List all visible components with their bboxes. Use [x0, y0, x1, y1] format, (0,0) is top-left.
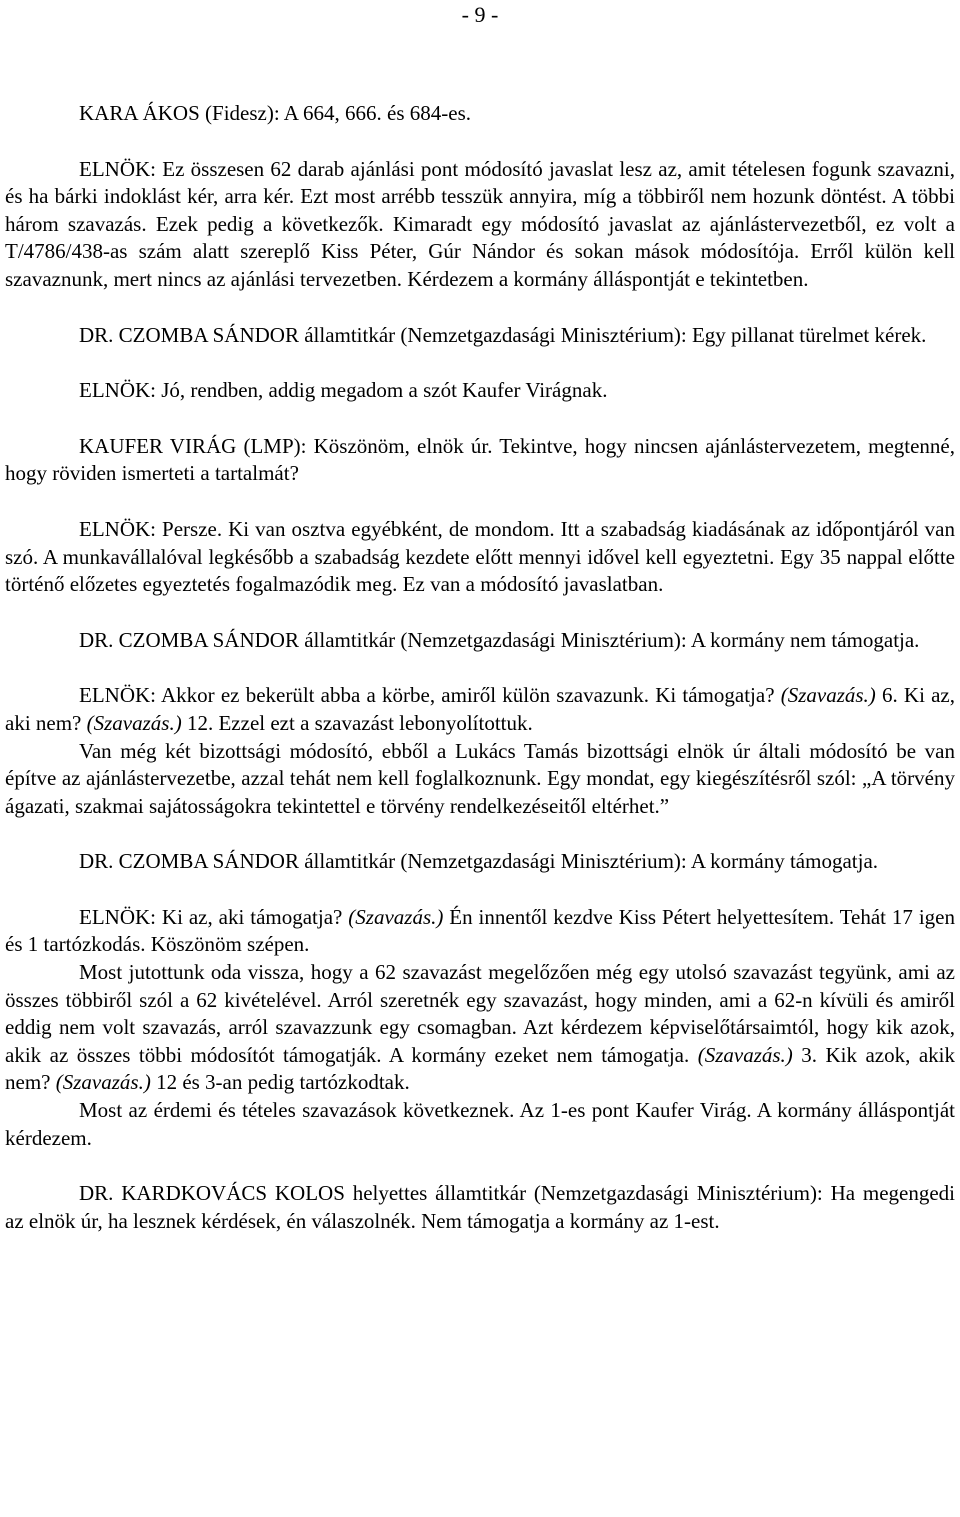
paragraph-kara-akos: [5, 100, 955, 128]
page-number: - 9 -: [461, 2, 499, 27]
paragraph-kardkovacs: [5, 1180, 955, 1235]
paragraph-bizottsagi-modosito: [5, 738, 955, 821]
paragraph-text: ELNÖK: Jó, rendben, addig megadom a szót Kaufer Virágnak.: [79, 378, 608, 403]
paragraph-text: 6. Ki az, aki nem?: [5, 683, 955, 735]
paragraph-elnok-szabadsag: [5, 516, 955, 599]
paragraph-elnok-szavazas: [5, 682, 955, 737]
vote-annotation: (Szavazás.): [697, 1042, 793, 1067]
paragraph-elnok-helyettesites: [5, 904, 955, 959]
paragraph-text: ELNÖK: Ez összesen 62 darab ajánlási pont módosító javaslat lesz az, amit tételesen fogunk szavazni, és ha bárki indoklást kér, arra kér. Ezt most arrébb tesszük annyira, míg a többiről nem hozunk döntést. A többi három szavazás. Ezek pedig a következők. Kimaradt egy módosító javaslat az ajánlástervezetből, ez volt a T/4786/438-as szám alatt szereplő Kiss Péter, Gúr Nándor és sokan mások módosítója. Erről külön kell szavaznunk, mert nincs az ajánlási tervezetben. Kérdezem a kormány álláspontját e tekintetben.: [5, 156, 955, 291]
paragraph-text: Most az érdemi és tételes szavazások következnek. Az 1-es pont Kaufer Virág. A kormány álláspontját kérdezem.: [5, 1098, 955, 1150]
paragraph-text: Most jutottunk oda vissza, hogy a 62 szavazást megelőzően még egy utolsó szavazást tegyünk, ami az összes többiről szól a 62 kivételével. Arról szeretnék egy szavazást, hogy minden, ami a 62-n kívüli és amiről eddig nem volt szavazás, arról szavazzunk egy csomagban. Azt kérdezem képviselőtársaimtól, hogy kik azok, akik az összes többi módosítót támogatják. A kormány ezeket nem támogatja.: [5, 960, 955, 1067]
paragraph-elnok-ajanlasi-pontok: [5, 156, 955, 294]
paragraph-text: 3. Kik azok, akik nem?: [5, 1042, 955, 1095]
paragraph-text: KARA ÁKOS (Fidesz): A 664, 666. és 684-es.: [79, 101, 471, 125]
paragraph-csomag-szavazas: [5, 959, 955, 1097]
vote-annotation: (Szavazás.): [780, 683, 876, 708]
paragraph-elnok-kaufer-szo: [5, 377, 955, 405]
paragraph-czomba-tamogatja: [5, 848, 955, 876]
paragraph-text: DR. CZOMBA SÁNDOR államtitkár (Nemzetgazdasági Minisztérium): Egy pillanat türelmet kérek.: [79, 322, 927, 347]
paragraph-text: ELNÖK: Akkor ez bekerült abba a körbe, amiről külön szavazunk. Ki támogatja?: [79, 683, 781, 708]
paragraph-text: DR. CZOMBA SÁNDOR államtitkár (Nemzetgazdasági Minisztérium): A kormány támogatja.: [79, 849, 879, 874]
vote-annotation: (Szavazás.): [348, 904, 444, 929]
vote-annotation: (Szavazás.): [86, 710, 182, 735]
paragraph-text: ELNÖK: Persze. Ki van osztva egyébként, de mondom. Itt a szabadság kiadásának az időpontjáról van szó. A munkavállalóval legkésőbb a szabadság kezdete előtt mennyi idővel kell egyeztetni. Egy 35 nappal előtte történő előzetes egyeztetés fogalmazódik meg. Ez van a módosító javaslatban.: [5, 516, 955, 597]
paragraph-text: KAUFER VIRÁG (LMP): Köszönöm, elnök úr. Tekintve, hogy nincsen ajánlástervezetem, megtenné, hogy röviden ismerteti a tartalmát?: [5, 433, 955, 486]
paragraph-erdemi-szavazasok: [5, 1097, 955, 1152]
paragraph-text: Van még két bizottsági módosító, ebből a Lukács Tamás bizottsági elnök úr általi módosító be van építve az ajánlástervezetbe, azzal tehát nem kell foglalkoznunk. Egy mondat, egy kiegészítésről szól: „A törvény ágazati, szakmai sajátosságokra tekintettel e törvény rendelkezéseitől eltérhet.”: [5, 738, 955, 818]
paragraph-kaufer-kerdes: [5, 433, 955, 488]
paragraph-czomba-nem-tamogatja: [5, 627, 955, 655]
paragraph-text: ELNÖK: Ki az, aki támogatja?: [79, 904, 349, 929]
paragraph-czomba-pillanat: [5, 322, 955, 350]
vote-annotation: (Szavazás.): [55, 1070, 151, 1095]
paragraph-text: 12 és 3-an pedig tartózkodtak.: [150, 1070, 410, 1095]
paragraph-text: DR. CZOMBA SÁNDOR államtitkár (Nemzetgazdasági Minisztérium): A kormány nem támogatja.: [79, 627, 920, 652]
paragraph-text: DR. KARDKOVÁCS KOLOS helyettes államtitkár (Nemzetgazdasági Minisztérium): Ha megengedi az elnök úr, ha lesznek kérdések, én válaszolnék. Nem támogatja a kormány az 1-est.: [5, 1181, 955, 1233]
paragraph-text: 12. Ezzel ezt a szavazást lebonyolítottuk.: [181, 710, 533, 735]
transcript-body: [5, 100, 955, 1235]
paragraph-text: Én innentől kezdve Kiss Pétert helyettesítem. Tehát 17 igen és 1 tartózkodás. Köszönöm szépen.: [5, 904, 955, 957]
